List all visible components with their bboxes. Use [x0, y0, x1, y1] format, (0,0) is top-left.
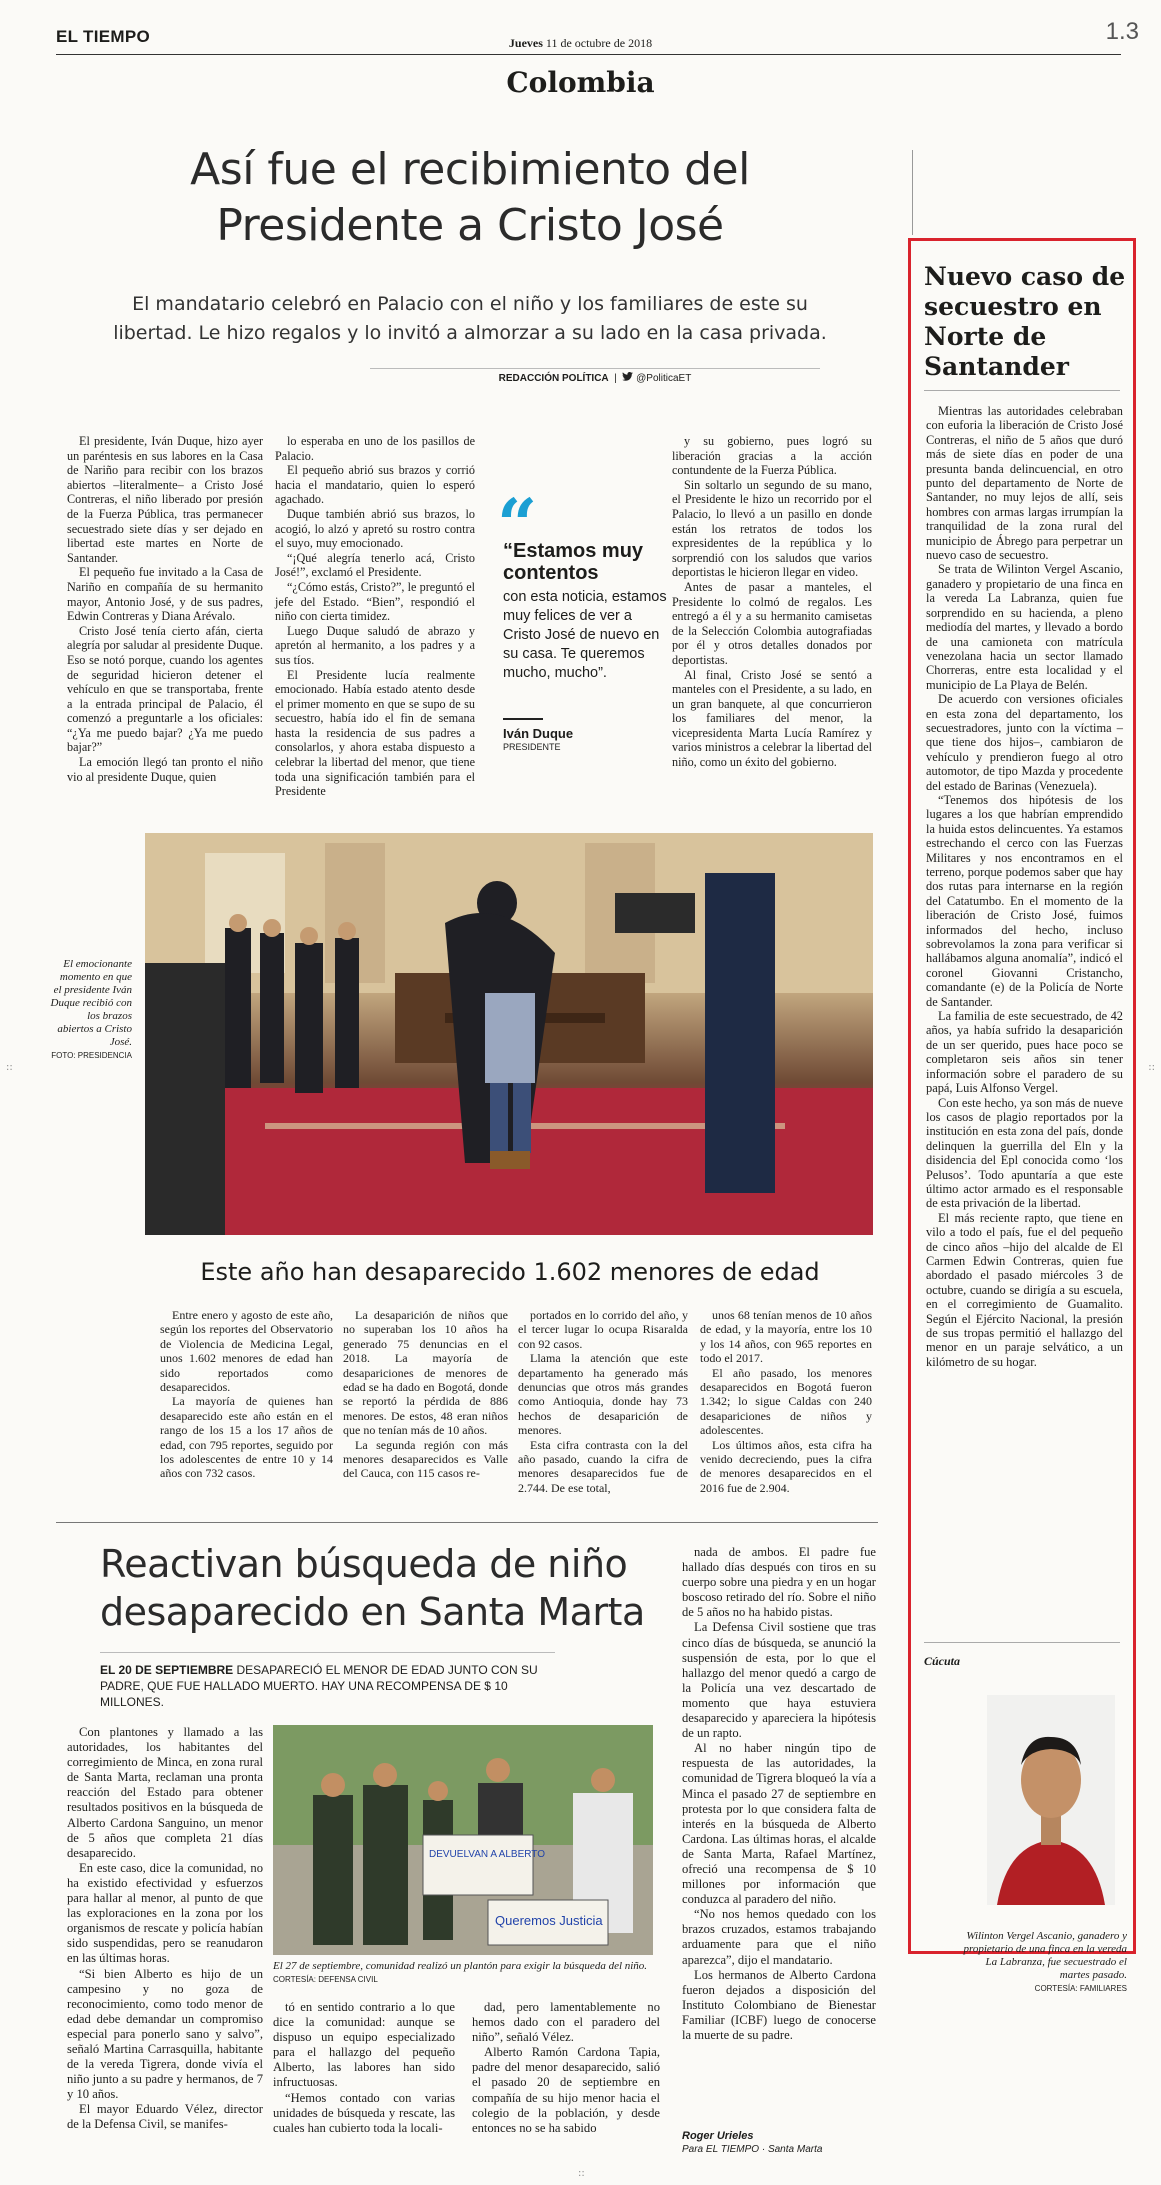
- paragraph: La Defensa Civil sostiene que tras cinco días de búsqueda, se anunció la suspensión de esta, por lo que el hallazgo del menor quedó a cargo de la Policía una vez descartado de momento que haya estuviera desaparecido y apareciera la hipótesis de un rapto.: [682, 1620, 876, 1741]
- protest-sign-2: Queremos Justicia: [495, 1913, 603, 1928]
- paragraph: tó en sentido contrario a lo que dice la comunidad: aunque se dispuso un equipo especializado para el hallazgo del pequeño Alberto, las labores han sido infructuosas.: [273, 2000, 455, 2090]
- paragraph: “¿Cómo estás, Cristo?”, le preguntó el jefe del Estado. “Bien”, respondió el niño con cierta timidez.: [275, 579, 475, 624]
- santa-column-2: [273, 2000, 455, 2136]
- paragraph: Luego Duque saludó de abrazo y apretón al hermanito, a los padres y a sus tíos.: [275, 623, 475, 667]
- registration-mark-right: ::: [1148, 1062, 1155, 1073]
- registration-mark-left: ::: [6, 1062, 13, 1073]
- section-title: Colombia: [506, 66, 655, 99]
- santa-column-4: [682, 1545, 876, 2043]
- pull-quote-headline: “Estamos muy contentos: [503, 540, 644, 584]
- paragraph: Con este hecho, ya son más de nueve los casos de plagio reportados por la institución en esta zona del país, donde delinquen la guerrilla del Eln y la disidencia del Epl conocida como ‘los Pelusos’. Todo apuntaría a que este último actor armado es el responsable de esta privación de la libertad.: [926, 1095, 1123, 1211]
- main-column-3: [672, 434, 872, 770]
- paragraph: Esta cifra contrasta con la del año pasado, cuando la cifra de menores desaparecidos fue de 2.744. De ese total,: [518, 1437, 688, 1495]
- paragraph: El año pasado, los menores desaparecidos en Bogotá fueron 1.342; lo sigue Caldas con 240 desapariciones de niños y adolescentes.: [700, 1365, 872, 1438]
- paragraph: La mayoría de quienes han desaparecido este año están en el rango de los 15 a los 17 años de edad, con 795 reportes, seguido por los adolescentes de entre 10 y 14 años con 732 casos.: [160, 1394, 333, 1481]
- minors-column-1: [160, 1308, 333, 1481]
- paragraph: lo esperaba en uno de los pasillos de Palacio.: [275, 434, 475, 463]
- main-photo-caption: [50, 958, 132, 1062]
- date-rest: 11 de octubre de 2018: [545, 36, 653, 50]
- portrait-credit: CORTESÍA: FAMILIARES: [1034, 1984, 1127, 1993]
- paragraph: portados en lo corrido del año, y el tercer lugar lo ocupa Risaralda con 92 casos.: [518, 1308, 688, 1351]
- portrait-illustration: [987, 1695, 1115, 1905]
- missing-minors-headline: Este año han desaparecido 1.602 menores de edad: [200, 1258, 820, 1286]
- main-column-2: [275, 434, 475, 799]
- paragraph: El pequeño fue invitado a la Casa de Nariño en compañía de su hermanito mayor, Antonio José, y de sus padres, Edwin Contreras y Diana Arévalo.: [67, 565, 263, 624]
- paragraph: La desaparición de niños que no superaban los 10 años ha generado 75 denuncias en el 2018. La mayoría de desapariciones de menores de edad se ha dado en Bogotá, donde se reportó la pérdida de 886 menores. De estos, 48 eran niños que no tenían más de 10 años.: [343, 1308, 508, 1438]
- paragraph: El pequeño abrió sus brazos y corrió hacia el mandatario, quien lo esperó agachado.: [275, 463, 475, 507]
- santa-marta-photo: [273, 1725, 653, 1955]
- sidebar-headline: Nuevo caso de secuestro en Norte de Santander: [924, 262, 1126, 381]
- santa-marta-photo-credit: CORTESÍA: DEFENSA CIVIL: [273, 1975, 378, 1984]
- paragraph: dad, pero lamentablemente no hemos dado con el paradero del niño”, señaló Vélez.: [472, 2000, 660, 2045]
- paragraph: En este caso, dice la comunidad, no ha existido efectividad y esfuerzos para hallar al menor, al punto de que las exploraciones en la zona por los organismos de rescate y policía habían sido suspendidas, pero se reanudaron en las últimas horas.: [67, 1860, 263, 1966]
- paragraph: La segunda región con más menores desaparecidos es Valle del Cauca, con 115 casos re-: [343, 1437, 508, 1481]
- main-photo-caption-text: El emocionante momento en que el presidente Iván Duque recibió con los brazos abiertos a Cristo José.: [50, 958, 132, 1048]
- issue-date: [0, 36, 1161, 51]
- paragraph: Se trata de Wilinton Vergel Ascanio, ganadero y propietario de una finca en la vereda La Labranza, quien fue sorprendido en su hacienda, a pleno mediodía del martes, y llevado a bordo de una camioneta con matrícula venezolana hacia un sector llamado Chorreras, entre esta localidad y el municipio de La Playa de Belén.: [926, 562, 1123, 692]
- paragraph: El mayor Eduardo Vélez, director de la Defensa Civil, se manifes-: [67, 2102, 263, 2132]
- paragraph: “Si bien Alberto es hijo de un campesino y no goza de reconocimiento, como todo menor de edad debe demandar un compromiso especial para ponerlo sano y salvo”, señaló Martina Carrasquilla, habitante de la vereda Tigrera, donde vivía el niño junto a su padre y hermanos, de 7 y 10 años.: [67, 1966, 263, 2102]
- pull-quote-body: con esta noticia, estamos muy felices de ver a Cristo José de nuevo en su casa. Te queremos mucho, mucho”.: [503, 589, 667, 681]
- sidebar-column: [926, 404, 1123, 1369]
- paragraph: y su gobierno, pues logró su liberación gracias a la acción contundente de la Fuerza Pública.: [672, 434, 872, 478]
- minors-column-4: [700, 1308, 872, 1495]
- portrait-caption-text: Wilinton Vergel Ascanio, ganadero y propietario de una finca en la vereda La Labranza, fue secuestrado el martes pasado.: [963, 1930, 1127, 1981]
- sidebar-end-rule: [924, 1642, 1120, 1643]
- paragraph: Entre enero y agosto de este año, según los reportes del Observatorio de Violencia de Medicina Legal, unos 1.602 menores de edad han sido reportados como desaparecidos.: [160, 1308, 333, 1395]
- paragraph: Al final, Cristo José se sentó a manteles con el Presidente, a su lado, en un gran banquete, al que concurrieron los familiares del menor, la vicepresidenta Marta Lucía Ramírez y varios ministros a celebrar la libertad del niño, como un éxito del gobierno.: [672, 667, 872, 770]
- byline-rule: [370, 368, 820, 369]
- sidebar-rule: [924, 390, 1120, 391]
- paragraph: “Tenemos dos hipótesis de los lugares a los que habrían emprendido la huida estos delincuentes. Ya estamos estrechando el cerco con las Fuerzas Militares y nos encontramos en el terreno, porque podemos saber que hay dos rutas para internarse en la región del Catatumbo. En el momento de la liberación de Cristo José, fuimos informados del hecho, incluso sobrevolamos la zona para verificar si hallábamos alguna anomalía”, indicó el coronel Giovanni Cristancho, comandante (e) de la Policía de Norte de Santander.: [926, 792, 1123, 1009]
- paragraph: Mientras las autoridades celebraban con euforia la liberación de Cristo José Contreras, el niño de 5 años que duró más de siete días en poder de una presunta banda delincuencial, en otro punto del departamento de Norte de Santander, no muy lejos de allí, seis hombres con armas largas irrumpían la tranquilidad de la zona rural del municipio de Ábrego para perpetrar un nuevo caso de secuestro.: [926, 404, 1123, 563]
- paragraph: El más reciente rapto, que tiene en vilo a todo el país, fue el del pequeño de cinco años –hijo del alcalde de El Carmen Edwin Contreras, quien fue abordado el pasado miércoles 3 de octubre, cuando se dirigía a su escuela, en el corregimiento de Guamalito. Según el Ejército Nacional, la presión de sus tropas permitió el hallazgo del menor en un paraje selvático, a un kilómetro de su hogar.: [926, 1210, 1123, 1369]
- paragraph: nada de ambos. El padre fue hallado días después con tiros en su cuerpo sobre una piedra y en un hogar boscoso retirado del río. Sobre el niño de 5 años no ha habido pistas.: [682, 1545, 876, 1620]
- santa-marta-subtitle: [100, 1662, 570, 1710]
- santa-marta-headline: Reactivan búsqueda de niño desaparecido en Santa Marta: [100, 1542, 645, 1634]
- santa-marta-rule: [100, 1652, 555, 1653]
- main-photo: [145, 833, 873, 1235]
- pull-quote-role: PRESIDENTE: [503, 742, 561, 752]
- santa-marta-photo-illustration: [273, 1725, 653, 1955]
- main-photo-credit: FOTO: PRESIDENCIA: [51, 1051, 132, 1060]
- paragraph: Los últimos años, esta cifra ha venido decreciendo, pues la cifra de menores desaparecidos en el 2016 fue de 2.904.: [700, 1437, 872, 1495]
- paragraph: La emoción llegó tan pronto el niño vio al presidente Duque, quien: [67, 755, 263, 784]
- santa-marta-author-sub: Para EL TIEMPO · Santa Marta: [682, 2144, 823, 2155]
- page-number: 1.3: [1105, 18, 1139, 45]
- santa-column-1: [67, 1725, 263, 2133]
- paragraph: El Presidente lucía realmente emocionado. Había estado atento desde el primer momento en que se supo de su secuestro, había ido el fin de semana hasta la residencia de sus padres a consolarlos, y ahora estaba dispuesto a celebrar la libertad del menor, que tiene toda una significación también para el Presidente: [275, 667, 475, 799]
- byline-author: REDACCIÓN POLÍTICA: [498, 373, 609, 384]
- santa-column-3: [472, 2000, 660, 2136]
- main-headline: Así fue el recibimiento del Presidente a Cristo José: [190, 144, 750, 251]
- minors-column-2: [343, 1308, 508, 1481]
- minors-column-3: [518, 1308, 688, 1495]
- section-divider: [56, 1522, 878, 1523]
- twitter-handle: @PoliticaET: [636, 373, 692, 384]
- santa-marta-author: Roger Urieles: [682, 2130, 754, 2142]
- registration-mark-bottom: ::: [578, 2168, 585, 2179]
- paragraph: Alberto Ramón Cardona Tapia, padre del menor desaparecido, salió el pasado 20 de septiembre en compañía de su hijo menor hacia el colegio de la población, y desde entonces no se ha sabido: [472, 2045, 660, 2135]
- byline: REDACCIÓN POLÍTICA | @PoliticaET: [498, 373, 692, 384]
- paragraph: De acuerdo con versiones oficiales en esta zona del departamento, los secuestradores, junto con la víctima –que tiene dos hijos–, cambiaron de vehículo y prendieron fuego al otro automotor, de tipo Mazda y procedente del estado de Barinas (Venezuela).: [926, 692, 1123, 793]
- paragraph: unos 68 tenían menos de 10 años de edad, y la mayoría, entre los 10 y los 14 años, con 965 reportes en todo el 2017.: [700, 1308, 872, 1366]
- paragraph: Sin soltarlo un segundo de su mano, el Presidente le hizo un recorrido por el Palacio, lo llevó a un pasillo en donde están los retratos de todos los expresidentes de la república y lo sorprendió con los saludos que varios deportistas le hicieron llegar en video.: [672, 477, 872, 580]
- paragraph: “Hemos contado con varias unidades de búsqueda y rescate, las cuales han cubierto toda la locali-: [273, 2090, 455, 2135]
- main-column-1: [67, 434, 263, 784]
- victim-portrait: [987, 1695, 1115, 1905]
- protest-sign-1: DEVUELVAN A ALBERTO: [429, 1849, 545, 1860]
- paragraph: Con plantones y llamado a las autoridades, los habitantes del corregimiento de Minca, en zona rural de Santa Marta, reclaman una pronta reacción del Estado para obtener resultados positivos en la búsqueda de Alberto Cardona Sanguino, un menor de 5 años que completa 21 días desaparecido.: [67, 1725, 263, 1860]
- paragraph: “No nos hemos quedado con los brazos cruzados, estamos trabajando arduamente para que el niño aparezca”, dijo el mandatario.: [682, 1907, 876, 1967]
- paragraph: La familia de este secuestrado, de 42 años, ya había sufrido la desaparición de un ser querido, pues hace poco se completaron seis años sin tener información sobre el paradero de su papá, Luis Alfonso Vergel.: [926, 1009, 1123, 1096]
- sidebar-dateline: Cúcuta: [924, 1654, 961, 1668]
- twitter-bird-icon: [622, 373, 636, 384]
- portrait-caption: [955, 1930, 1127, 1995]
- main-subtitle: El mandatario celebró en Palacio con el niño y los familiares de este su libertad. Le hizo regalos y lo invitó a almorzar a su lado en la casa privada.: [113, 293, 827, 344]
- pull-quote-author: Iván Duque: [503, 726, 574, 741]
- subtitle-lead: EL 20 DE SEPTIEMBRE: [100, 1663, 234, 1677]
- santa-marta-photo-caption: [273, 1960, 663, 1986]
- header-rule: [56, 54, 1121, 55]
- paragraph: Los hermanos de Alberto Cardona fueron dejados a disposición del Instituto Colombiano de Bienestar Familiar (ICBF) luego de conocerse la muerte de su padre.: [682, 1967, 876, 2042]
- subtitle-rest: DESAPARECIÓ EL MENOR DE EDAD JUNTO CON SU PADRE, QUE FUE HALLADO MUERTO. HAY UNA RECOMPENSA DE $ 10 MILLONES.: [100, 1663, 538, 1709]
- santa-marta-caption-text: El 27 de septiembre, comunidad realizó un plantón para exigir la búsqueda del niño.: [273, 1960, 648, 1972]
- pull-quote-rule: [503, 718, 543, 720]
- paragraph: Antes de pasar a manteles, el Presidente lo colmó de regalos. Les entregó a él y a su hermanito camisetas de la Selección Colombia autografiadas por él y otros detalles donados por deportistas.: [672, 579, 872, 667]
- newspaper-brand: EL TIEMPO: [56, 27, 151, 46]
- paragraph: Cristo José tenía cierto afán, cierta alegría por saludar al presidente Duque. Eso se notó porque, cuando los agentes de seguridad hicieron detener el vehículo en que se transportaba, frente a la entrada principal de Palacio, él comenzó a preguntarle a los oficiales: “¿Ya me puedo bajar? ¿Ya me puedo bajar?”: [67, 623, 263, 755]
- paragraph: El presidente, Iván Duque, hizo ayer un paréntesis en sus labores en la Casa de Nariño para recibir con los brazos abiertos –literalmente– a Cristo José Contreras, el niño liberado por presión de la Fuerza Pública, tras permanecer secuestrado siete días y ser dejado en libertad este martes en Norte de Santander.: [67, 434, 263, 565]
- column-divider: [912, 150, 913, 235]
- main-photo-illustration: [145, 833, 873, 1235]
- paragraph: Duque también abrió sus brazos, lo acogió, lo alzó y apretó su rostro contra el suyo, muy emocionado.: [275, 506, 475, 551]
- date-day: Jueves: [508, 36, 543, 50]
- paragraph: “¡Qué alegría tenerlo acá, Cristo José!”, exclamó el Presidente.: [275, 550, 475, 580]
- quote-mark-icon: “: [497, 483, 538, 566]
- paragraph: Llama la atención que este departamento ha generado más denuncias que otros más grandes como Antioquia, donde hay 73 hechos de desaparición de menores.: [518, 1351, 688, 1438]
- paragraph: Al no haber ningún tipo de respuesta de las autoridades, la comunidad de Tigrera bloqueó la vía a Minca el pasado 27 de septiembre en protesta por lo que considera falta de interés en la búsqueda de Alberto Cardona. Las últimas horas, el alcalde de Santa Marta, Rafael Martínez, ofreció una recompensa de $ 10 millones por información que conduzca al paradero del niño.: [682, 1741, 876, 1907]
